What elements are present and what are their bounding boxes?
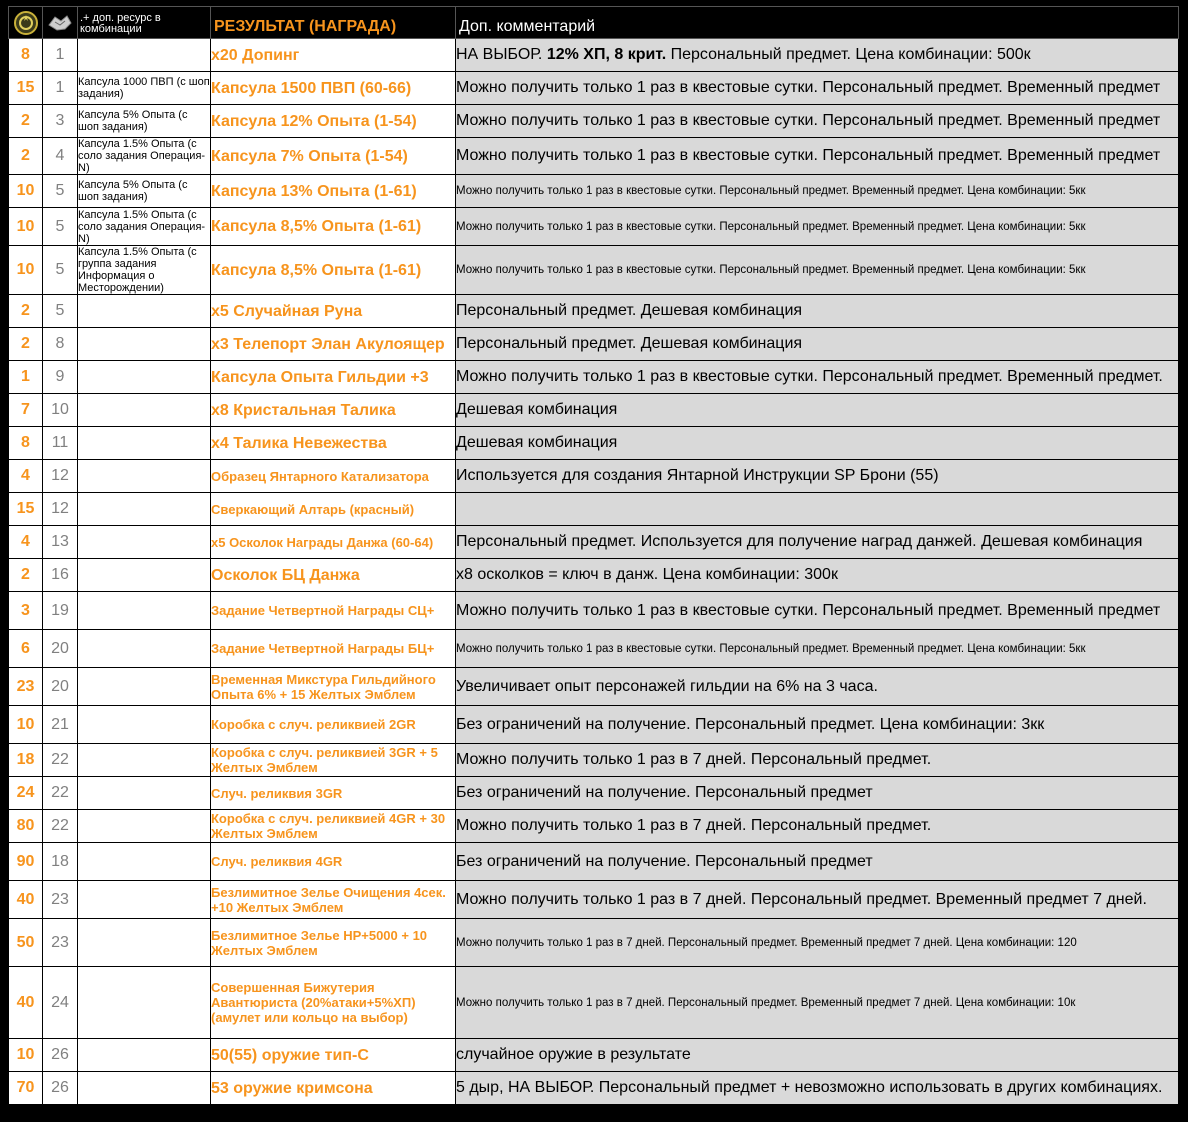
comment: Без ограничений на получение. Персональный предмет [456,777,1179,810]
emblem-count: 1 [9,361,43,394]
table-row [9,427,1179,460]
comment-text: НА ВЫБОР. [456,46,547,63]
reward-name: x8 Кристальная Талика [211,394,456,427]
extra-resource [78,592,211,630]
table-row [9,208,1179,246]
extra-resource [78,328,211,361]
table-row [9,881,1179,919]
comment: Персональный предмет. Дешевая комбинация [456,295,1179,328]
comment: Можно получить только 1 раз в 7 дней. Персональный предмет. Временный предмет 7 дней. Цена комбинации: 120 [456,919,1179,967]
table-row [9,246,1179,295]
comment: Увеличивает опыт персонажей гильдии на 6% на 3 часа. [456,668,1179,706]
table-row [9,361,1179,394]
reward-name: Капсула 8,5% Опыта (1-61) [211,246,456,295]
comment: Персональный предмет. Используется для получение наград данжей. Дешевая комбинация [456,526,1179,559]
resource-count: 26 [43,1039,78,1072]
table-row [9,744,1179,777]
comment: случайное оружие в результате [456,1039,1179,1072]
comment: Без ограничений на получение. Персональный предмет. Цена комбинации: 3кк [456,706,1179,744]
extra-resource [78,706,211,744]
comment: Можно получить только 1 раз в квестовые сутки. Персональный предмет. Временный предмет. [456,361,1179,394]
emblem-count: 10 [9,706,43,744]
table-row [9,706,1179,744]
extra-resource [78,361,211,394]
emblem-count: 40 [9,881,43,919]
emblem-count: 15 [9,72,43,105]
emblem-count: 10 [9,246,43,295]
emblem-count: 3 [9,592,43,630]
table-row [9,967,1179,1039]
comment: Можно получить только 1 раз в квестовые сутки. Персональный предмет. Временный предмет. Цена комбинации: 5кк [456,630,1179,668]
table-row [9,1072,1179,1105]
extra-resource [78,493,211,526]
table-row [9,328,1179,361]
comment: Можно получить только 1 раз в 7 дней. Персональный предмет. Временный предмет 7 дней. [456,881,1179,919]
extra-resource: Капсула 5% Опыта (с шоп задания) [78,175,211,208]
reward-name: Капсула 7% Опыта (1-54) [211,138,456,175]
table-row [9,630,1179,668]
reward-name: Капсула 13% Опыта (1-61) [211,175,456,208]
comment: 5 дыр, НА ВЫБОР. Персональный предмет + невозможно использовать в других комбинациях. [456,1072,1179,1105]
resource-count: 5 [43,295,78,328]
table-row [9,105,1179,138]
extra-resource [78,295,211,328]
table-row [9,394,1179,427]
extra-resource [78,967,211,1039]
comment-highlight: 12% ХП, 8 крит. [546,46,667,63]
extra-resource [78,559,211,592]
emblem-count: 80 [9,810,43,843]
comment: Можно получить только 1 раз в 7 дней. Персональный предмет. Временный предмет 7 дней. Цена комбинации: 10к [456,967,1179,1039]
extra-resource [78,810,211,843]
resource-count: 22 [43,777,78,810]
header-extra-resource: .+ доп. ресурс в комбинации [78,7,211,39]
reward-name: x4 Талика Невежества [211,427,456,460]
comment-text: Персональный предмет. Цена комбинации: 500к [666,46,1031,63]
emblem-count: 50 [9,919,43,967]
table-row [9,1039,1179,1072]
table-row [9,460,1179,493]
emblem-count: 10 [9,175,43,208]
resource-count: 12 [43,493,78,526]
reward-name: Задание Четвертной Награды БЦ+ [211,630,456,668]
comment: Можно получить только 1 раз в квестовые сутки. Персональный предмет. Временный предмет [456,105,1179,138]
reward-name: 50(55) оружие тип-С [211,1039,456,1072]
emblem-count: 4 [9,460,43,493]
table-header [9,7,1179,39]
emblem-count: 2 [9,105,43,138]
extra-resource [78,668,211,706]
extra-resource [78,1072,211,1105]
table-row [9,777,1179,810]
comment: Можно получить только 1 раз в квестовые сутки. Персональный предмет. Временный предмет. Цена комбинации: 5кк [456,246,1179,295]
emblem-count: 90 [9,843,43,881]
table-row [9,668,1179,706]
extra-resource [78,394,211,427]
emblem-count: 23 [9,668,43,706]
resource-count: 5 [43,246,78,295]
resource-count: 3 [43,105,78,138]
table-row [9,592,1179,630]
reward-name: Задание Четвертной Награды СЦ+ [211,592,456,630]
comment: Персональный предмет. Дешевая комбинация [456,328,1179,361]
extra-resource [78,843,211,881]
resource-count: 12 [43,460,78,493]
comment: Можно получить только 1 раз в квестовые сутки. Персональный предмет. Временный предмет. Цена комбинации: 5кк [456,208,1179,246]
resource-count: 22 [43,810,78,843]
resource-icon [47,13,73,33]
emblem-count: 15 [9,493,43,526]
comment: Используется для создания Янтарной Инструкции SP Брони (55) [456,460,1179,493]
extra-resource [78,427,211,460]
reward-name: Капсула 12% Опыта (1-54) [211,105,456,138]
resource-count: 10 [43,394,78,427]
reward-name: Образец Янтарного Катализатора [211,460,456,493]
extra-resource [78,744,211,777]
resource-count: 5 [43,175,78,208]
resource-count: 5 [43,208,78,246]
emblem-count: 7 [9,394,43,427]
emblem-count: 2 [9,328,43,361]
emblem-count: 2 [9,138,43,175]
table-row [9,526,1179,559]
comment: Можно получить только 1 раз в квестовые сутки. Персональный предмет. Временный предмет [456,72,1179,105]
emblem-count: 10 [9,1039,43,1072]
table-row [9,843,1179,881]
reward-name: Временная Микстура Гильдийного Опыта 6% + 15 Желтых Эмблем [211,668,456,706]
comment: Можно получить только 1 раз в квестовые сутки. Персональный предмет. Временный предмет. Цена комбинации: 5кк [456,175,1179,208]
comment: Можно получить только 1 раз в 7 дней. Персональный предмет. [456,744,1179,777]
resource-count: 22 [43,744,78,777]
comment: Дешевая комбинация [456,394,1179,427]
reward-name: Безлимитное Зелье HP+5000 + 10 Желтых Эмблем [211,919,456,967]
resource-count: 1 [43,72,78,105]
reward-name: x3 Телепорт Элан Акулоящер [211,328,456,361]
emblem-icon [13,10,39,36]
extra-resource [78,919,211,967]
table-row [9,138,1179,175]
emblem-count: 8 [9,39,43,72]
reward-name: Сверкающий Алтарь (красный) [211,493,456,526]
reward-name: Коробка с случ. реликвией 3GR + 5 Желтых Эмблем [211,744,456,777]
resource-count: 13 [43,526,78,559]
resource-count: 20 [43,630,78,668]
reward-name: x5 Случайная Руна [211,295,456,328]
reward-name: Коробка с случ. реликвией 4GR + 30 Желтых Эмблем [211,810,456,843]
emblem-count: 4 [9,526,43,559]
header-emblem-cell [9,7,43,39]
resource-count: 24 [43,967,78,1039]
resource-count: 4 [43,138,78,175]
table-row [9,72,1179,105]
header-comment: Доп. комментарий [456,7,1179,39]
extra-resource [78,777,211,810]
comment [456,39,1179,72]
combination-table [8,6,1179,1105]
emblem-count: 2 [9,295,43,328]
reward-name: Безлимитное Зелье Очищения 4сек. +10 Желтых Эмблем [211,881,456,919]
reward-name: Капсула 1500 ПВП (60-66) [211,72,456,105]
comment: x8 осколков = ключ в данж. Цена комбинации: 300к [456,559,1179,592]
reward-name: Осколок БЦ Данжа [211,559,456,592]
table-row [9,175,1179,208]
table-row [9,810,1179,843]
emblem-count: 24 [9,777,43,810]
reward-name: x20 Допинг [211,39,456,72]
resource-count: 8 [43,328,78,361]
reward-name: 53 оружие кримсона [211,1072,456,1105]
resource-count: 23 [43,919,78,967]
header-result: РЕЗУЛЬТАТ (НАГРАДА) [211,7,456,39]
comment: Без ограничений на получение. Персональный предмет [456,843,1179,881]
resource-count: 9 [43,361,78,394]
comment: Можно получить только 1 раз в квестовые сутки. Персональный предмет. Временный предмет [456,592,1179,630]
resource-count: 21 [43,706,78,744]
emblem-count: 18 [9,744,43,777]
extra-resource [78,460,211,493]
table-row [9,295,1179,328]
emblem-count: 40 [9,967,43,1039]
extra-resource [78,526,211,559]
resource-count: 19 [43,592,78,630]
extra-resource: Капсула 5% Опыта (с шоп задания) [78,105,211,138]
emblem-count: 70 [9,1072,43,1105]
resource-count: 18 [43,843,78,881]
extra-resource: Капсула 1.5% Опыта (с соло задания Операция-N) [78,208,211,246]
extra-resource: Капсула 1.5% Опыта (с соло задания Операция-N) [78,138,211,175]
reward-name: Коробка с случ. реликвией 2GR [211,706,456,744]
extra-resource [78,881,211,919]
resource-count: 20 [43,668,78,706]
comment: Можно получить только 1 раз в 7 дней. Персональный предмет. [456,810,1179,843]
resource-count: 11 [43,427,78,460]
extra-resource [78,1039,211,1072]
reward-name: Капсула Опыта Гильдии +3 [211,361,456,394]
reward-name: Случ. реликвия 3GR [211,777,456,810]
header-resource-cell [43,7,78,39]
resource-count: 16 [43,559,78,592]
table-row [9,919,1179,967]
emblem-count: 6 [9,630,43,668]
emblem-count: 10 [9,208,43,246]
table-row [9,559,1179,592]
emblem-count: 8 [9,427,43,460]
comment: Можно получить только 1 раз в квестовые сутки. Персональный предмет. Временный предмет [456,138,1179,175]
extra-resource: Капсула 1.5% Опыта (с группа задания Информация о Месторождении) [78,246,211,295]
reward-name: Случ. реликвия 4GR [211,843,456,881]
reward-name: Капсула 8,5% Опыта (1-61) [211,208,456,246]
extra-resource [78,630,211,668]
comment [456,493,1179,526]
extra-resource: Капсула 1000 ПВП (с шоп задания) [78,72,211,105]
reward-name: x5 Осколок Награды Данжа (60-64) [211,526,456,559]
table-row [9,39,1179,72]
table-row [9,493,1179,526]
resource-count: 1 [43,39,78,72]
resource-count: 23 [43,881,78,919]
comment: Дешевая комбинация [456,427,1179,460]
extra-resource [78,39,211,72]
reward-name: Совершенная Бижутерия Авантюриста (20%атаки+5%ХП)(амулет или кольцо на выбор) [211,967,456,1039]
resource-count: 26 [43,1072,78,1105]
emblem-count: 2 [9,559,43,592]
